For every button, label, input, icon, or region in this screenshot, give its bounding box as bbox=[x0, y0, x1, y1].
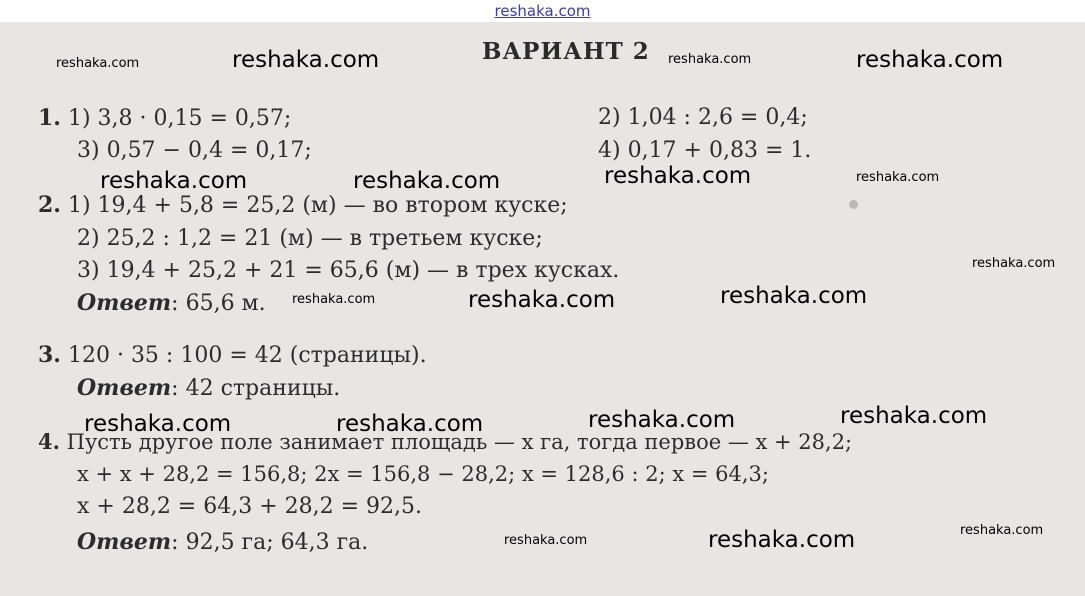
task-1-item-3: 3) 0,57 − 0,4 = 0,17; bbox=[77, 138, 312, 163]
watermark: reshaka.com bbox=[708, 527, 856, 553]
task-4-line-2 bbox=[77, 462, 769, 486]
watermark: reshaka.com bbox=[856, 170, 940, 185]
task-3-line-1 bbox=[38, 342, 427, 368]
task-1-line-1 bbox=[38, 105, 291, 131]
task-4-item-3: x + 28,2 = 64,3 + 28,2 = 92,5. bbox=[77, 494, 423, 519]
task-2-item-2: 2) 25,2 : 1,2 = 21 (м) — в третьем куске; bbox=[77, 226, 543, 251]
task-4-line-3 bbox=[77, 494, 422, 519]
watermark: reshaka.com bbox=[56, 56, 140, 71]
print-speck bbox=[849, 200, 858, 209]
answer-value: : 42 страницы. bbox=[171, 376, 341, 401]
watermark: reshaka.com bbox=[856, 47, 1004, 73]
watermark: reshaka.com bbox=[468, 287, 616, 313]
answer-value: : 92,5 га; 64,3 га. bbox=[171, 530, 369, 555]
watermark: reshaka.com bbox=[84, 411, 232, 437]
answer-value: : 65,6 м. bbox=[171, 291, 266, 316]
variant-title: ВАРИАНТ 2 bbox=[482, 38, 650, 65]
task-2-line-2 bbox=[77, 226, 543, 251]
task-2-line-1 bbox=[38, 192, 568, 218]
task-2-number: 2. bbox=[38, 192, 61, 218]
watermark: reshaka.com bbox=[504, 533, 588, 548]
task-2-answer bbox=[77, 290, 266, 316]
watermark: reshaka.com bbox=[353, 168, 501, 194]
watermark: reshaka.com bbox=[840, 403, 988, 429]
answer-label: Ответ bbox=[77, 529, 172, 555]
watermark: reshaka.com bbox=[720, 283, 868, 309]
task-1-number: 1. bbox=[38, 105, 61, 131]
task-3-number: 3. bbox=[38, 342, 61, 368]
watermark: reshaka.com bbox=[588, 407, 736, 433]
task-4-answer bbox=[77, 529, 368, 555]
watermark: reshaka.com bbox=[604, 163, 752, 189]
task-3-answer bbox=[77, 375, 340, 401]
task-4-item-1: Пусть другое поле занимает площадь — x га, тогда первое — x + 28,2; bbox=[66, 430, 853, 454]
task-3-item-1: 120 · 35 : 100 = 42 (страницы). bbox=[67, 343, 427, 368]
task-1-item-2: 2) 1,04 : 2,6 = 0,4; bbox=[598, 105, 808, 130]
watermark: reshaka.com bbox=[336, 411, 484, 437]
task-1-line-3 bbox=[77, 138, 312, 163]
task-2-item-1: 1) 19,4 + 5,8 = 25,2 (м) — во втором куске; bbox=[67, 193, 568, 218]
answer-label: Ответ bbox=[77, 375, 172, 401]
task-2-item-3: 3) 19,4 + 25,2 + 21 = 65,6 (м) — в трех кусках. bbox=[77, 258, 620, 283]
task-1-item-1: 1) 3,8 · 0,15 = 0,57; bbox=[67, 106, 292, 131]
task-2-line-3 bbox=[77, 258, 619, 283]
watermark: reshaka.com bbox=[292, 292, 376, 307]
task-1-line-4 bbox=[598, 138, 811, 163]
watermark: reshaka.com bbox=[960, 523, 1044, 538]
watermark: reshaka.com bbox=[100, 168, 248, 194]
site-link[interactable]: reshaka.com bbox=[494, 2, 591, 20]
watermark: reshaka.com bbox=[972, 256, 1056, 271]
answer-label: Ответ bbox=[77, 290, 172, 316]
watermark: reshaka.com bbox=[668, 52, 752, 67]
task-1-item-4: 4) 0,17 + 0,83 = 1. bbox=[598, 138, 812, 163]
task-4-item-2: x + x + 28,2 = 156,8; 2x = 156,8 − 28,2; x = 128,6 : 2; x = 64,3; bbox=[77, 462, 769, 486]
watermark: reshaka.com bbox=[232, 47, 380, 73]
task-1-line-2 bbox=[598, 105, 808, 130]
task-4-number: 4. bbox=[38, 429, 60, 454]
